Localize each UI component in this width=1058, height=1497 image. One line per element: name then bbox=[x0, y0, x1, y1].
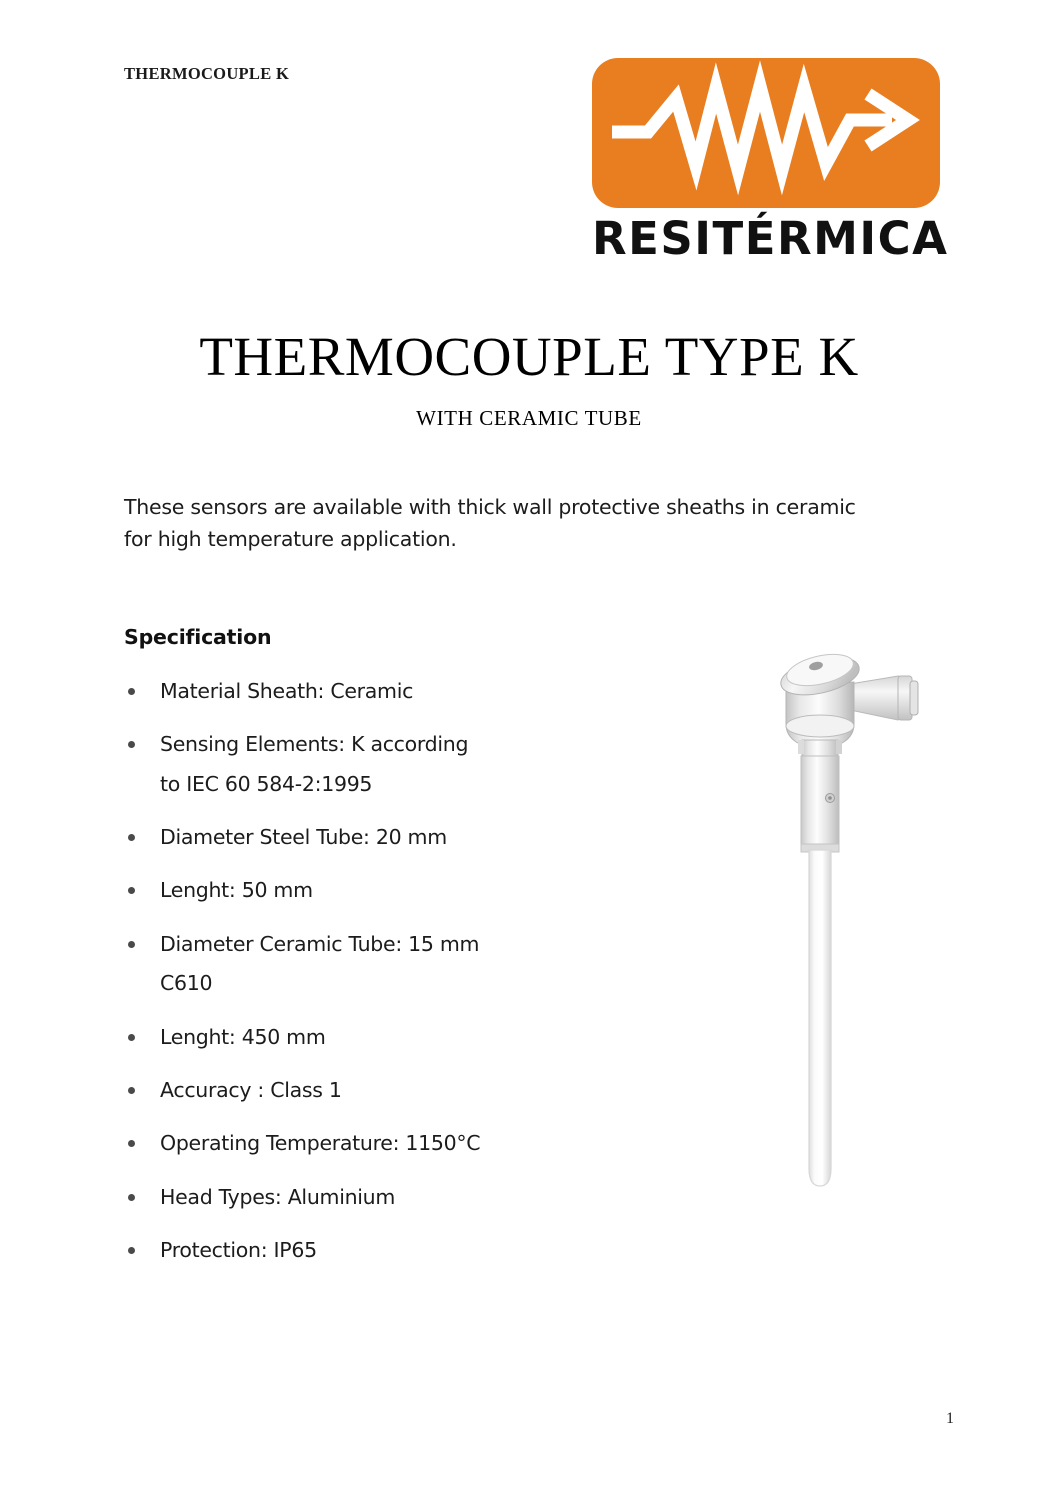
specification-list bbox=[124, 672, 484, 1284]
list-item-label: Diameter Steel Tube: 20 mm bbox=[160, 825, 447, 850]
list-item bbox=[124, 1124, 484, 1163]
specification-heading: Specification bbox=[124, 625, 272, 649]
list-item-label: Protection: IP65 bbox=[160, 1237, 317, 1262]
list-item bbox=[124, 725, 484, 804]
bullet-icon bbox=[128, 1247, 135, 1254]
bullet-icon bbox=[128, 887, 135, 894]
list-item bbox=[124, 1178, 484, 1217]
list-item bbox=[124, 925, 484, 1004]
logo-mark bbox=[592, 58, 940, 208]
list-item-label: Operating Temperature: 1150°C bbox=[160, 1131, 481, 1156]
bullet-icon bbox=[128, 1034, 135, 1041]
bullet-icon bbox=[128, 1194, 135, 1201]
list-item bbox=[124, 1018, 484, 1057]
running-header: THERMOCOUPLE K bbox=[124, 64, 290, 83]
list-item-label: Lenght: 450 mm bbox=[160, 1024, 326, 1049]
bullet-icon bbox=[128, 741, 135, 748]
list-item bbox=[124, 871, 484, 910]
bullet-icon bbox=[128, 1140, 135, 1147]
list-item-label: Sensing Elements: K according to IEC 60 584-2:1995 bbox=[160, 732, 469, 796]
thermocouple-head bbox=[777, 649, 863, 748]
page-number: 1 bbox=[946, 1410, 954, 1427]
thermocouple-illustration-icon bbox=[758, 648, 948, 1208]
page-subtitle: WITH CERAMIC TUBE bbox=[416, 406, 642, 430]
product-image bbox=[758, 648, 948, 1208]
bullet-icon bbox=[128, 834, 135, 841]
list-item-label: Head Types: Aluminium bbox=[160, 1184, 396, 1209]
list-item-label: Lenght: 50 mm bbox=[160, 878, 313, 903]
list-item bbox=[124, 672, 484, 711]
page-title: THERMOCOUPLE TYPE K bbox=[199, 326, 859, 387]
intro-paragraph: These sensors are available with thick wall protective sheaths in ceramic for high temperature application. bbox=[124, 495, 856, 551]
list-item bbox=[124, 818, 484, 857]
list-item bbox=[124, 1231, 484, 1270]
list-item bbox=[124, 1071, 484, 1110]
cable-gland bbox=[850, 676, 918, 720]
steel-tube bbox=[801, 756, 839, 852]
resistor-waveform-arrow-icon bbox=[592, 58, 940, 208]
head-neck bbox=[798, 740, 842, 758]
list-item-label: Diameter Ceramic Tube: 15 mm C610 bbox=[160, 931, 480, 996]
bullet-icon bbox=[128, 1087, 135, 1094]
list-item-label: Material Sheath: Ceramic bbox=[160, 679, 414, 703]
list-item-label: Accuracy : Class 1 bbox=[160, 1077, 342, 1102]
ceramic-tube bbox=[809, 850, 831, 1186]
bullet-icon bbox=[128, 688, 135, 695]
bullet-icon bbox=[128, 941, 135, 948]
company-logo bbox=[592, 58, 949, 265]
logo-wordmark: RESITÉRMICA bbox=[592, 212, 949, 265]
